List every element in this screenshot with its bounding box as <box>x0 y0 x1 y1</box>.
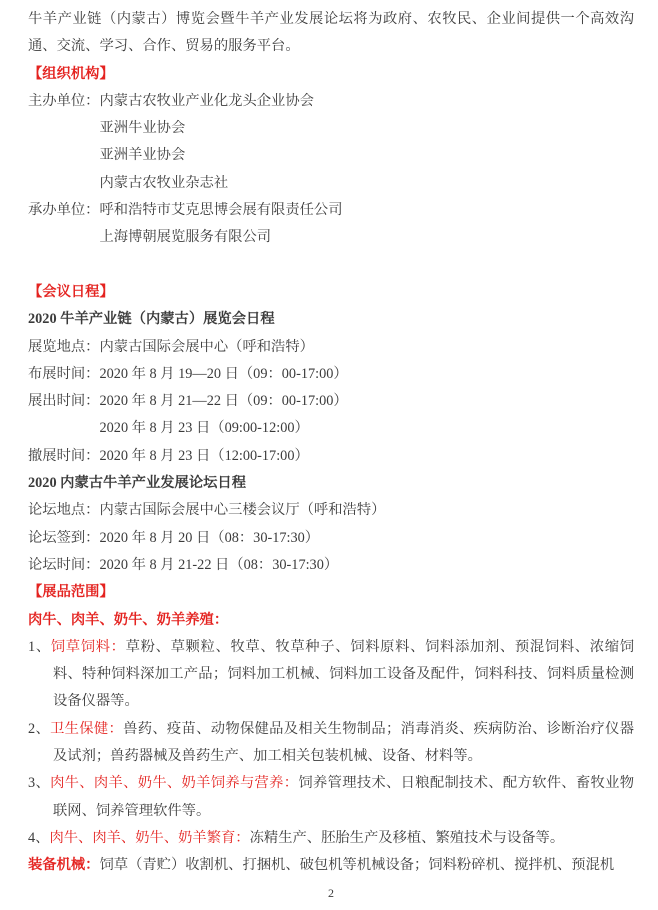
forum-time-line: 论坛时间：2020 年 8 月 21-22 日（08：30-17:30） <box>28 556 339 573</box>
forum-schedule-title: 2020 内蒙古牛羊产业发展论坛日程 <box>28 475 247 492</box>
expo-venue-line: 展览地点：内蒙古国际会展中心（呼和浩特） <box>28 338 314 355</box>
machinery-label: 装备机械： <box>28 857 100 874</box>
host-line <box>28 88 634 115</box>
item-label: 肉牛、肉羊、奶牛、奶羊繁育： <box>49 829 250 846</box>
forum-venue-line: 论坛地点：内蒙古国际会展中心三楼会议厅（呼和浩特） <box>28 502 386 519</box>
spacer <box>28 252 634 279</box>
host-unit: 亚洲羊业协会 <box>99 147 186 164</box>
intro-paragraph: 牛羊产业链（内蒙古）博览会暨牛羊产业发展论坛将为政府、农牧民、企业间提供一个高效沟通、交流、学习、合作、贸易的服务平台。 <box>28 11 634 55</box>
item-number: 4、 <box>28 829 50 846</box>
forum-checkin-line: 论坛签到：2020 年 8 月 20 日（08：30-17:30） <box>28 529 320 546</box>
host-label: 主办单位： <box>28 92 100 109</box>
item-number: 1、 <box>28 638 51 655</box>
host-unit: 亚洲牛业协会 <box>99 120 186 137</box>
expo-open-line: 展出时间：2020 年 8 月 21—22 日（09：00-17:00） <box>28 393 348 410</box>
item-label: 卫生保健： <box>50 720 124 737</box>
item-text: 冻精生产、胚胎生产及移植、繁殖技术与设备等。 <box>249 829 565 846</box>
section-heading-exhibits: 【展品范围】 <box>28 584 114 601</box>
item-label: 饲草饲料： <box>50 638 126 655</box>
item-text: 草粉、草颗粒、牧草、牧草种子、饲料原料、饲料添加剂、预混饲料、浓缩饲料、特种饲料深加工产品；饲料加工机械、饲料加工设备及配件，饲料科技、饲料质量检测设备仪器等。 <box>53 638 634 710</box>
exhibit-item-2 <box>28 716 634 771</box>
section-heading-agenda: 【会议日程】 <box>28 283 114 300</box>
item-text: 饲养管理技术、日粮配制技术、配方软件、畜牧业物联网、饲养管理软件等。 <box>53 775 635 819</box>
organizer-label: 承办单位： <box>28 202 100 219</box>
machinery-line <box>28 852 634 879</box>
organizer-unit: 呼和浩特市艾克思博会展有限责任公司 <box>99 202 343 219</box>
organizer-line <box>28 197 634 224</box>
host-unit: 内蒙古农牧业产业化龙头企业协会 <box>99 92 314 109</box>
expo-teardown-line: 撤展时间：2020 年 8 月 23 日（12:00-17:00） <box>28 447 309 464</box>
item-number: 2、 <box>28 720 51 737</box>
exhibit-item-1 <box>28 634 634 716</box>
item-label: 肉牛、肉羊、奶牛、奶羊饲养与营养： <box>50 775 299 792</box>
item-text: 兽药、疫苗、动物保健品及相关生物制品；消毒消炎、疾病防治、诊断治疗仪器及试剂；兽药器械及兽药生产、加工相关包装机械、设备、材料等。 <box>53 720 635 765</box>
exhibits-subheading: 肉牛、肉羊、奶牛、奶羊养殖： <box>28 611 229 628</box>
expo-setup-line: 布展时间：2020 年 8 月 19—20 日（09：00-17:00） <box>28 365 348 382</box>
page-number: 2 <box>328 885 334 900</box>
exhibit-item-4 <box>28 825 634 852</box>
machinery-text: 饲草（青贮）收割机、打捆机、破包机等机械设备；饲料粉碎机、搅拌机、预混机 <box>99 857 615 874</box>
expo-open-line-2: 2020 年 8 月 23 日（09:00-12:00） <box>99 420 309 437</box>
expo-schedule-title: 2020 牛羊产业链（内蒙古）展览会日程 <box>28 311 275 328</box>
organizer-unit: 上海博朝展览服务有限公司 <box>99 229 272 246</box>
item-number: 3、 <box>28 775 51 792</box>
host-unit: 内蒙古农牧业杂志社 <box>99 174 229 191</box>
exhibit-item-3 <box>28 770 634 825</box>
section-heading-organization: 【组织机构】 <box>28 65 114 82</box>
